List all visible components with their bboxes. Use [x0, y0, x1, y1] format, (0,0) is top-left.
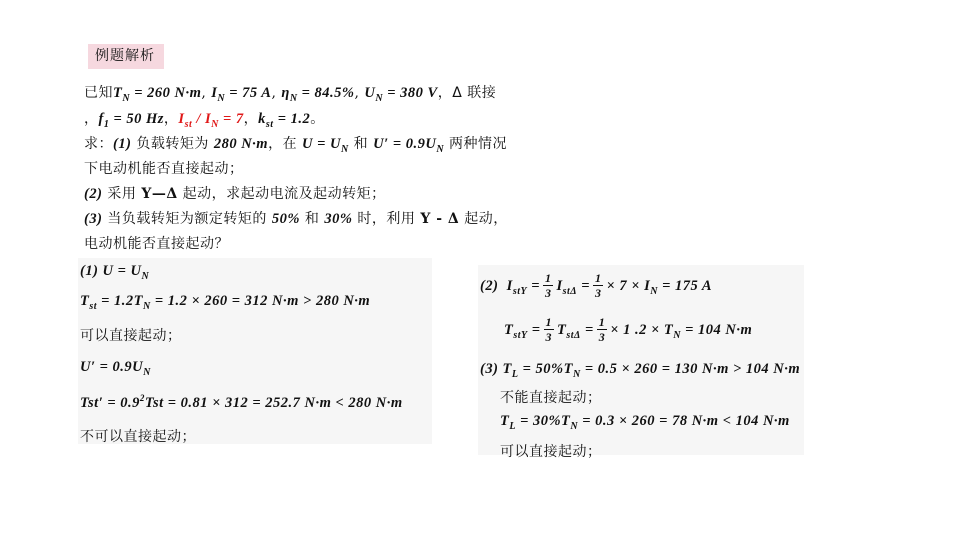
problem-line-3: 求：(1) 负载转矩为 280 N·m，在 $U = U_N$ 和 $U' = 0.9U_N$ 两种情况: [84, 136, 507, 155]
eq-tl-30: $T_L = 30\%T_N = 0.3 \times 260 = 78$ N·m < 104 N·m: [500, 413, 790, 432]
problem-line-4: 下电动机能否直接起动；: [84, 161, 244, 177]
conclusion-can-start: 可以直接起动；: [80, 328, 182, 344]
problem-line-6: (3) 当负载转矩为额定转矩的 50% 和 30% 时，利用 Y - Δ 起动，: [84, 211, 508, 227]
conclusion-cannot-start: 不可以直接起动；: [80, 429, 196, 445]
eq-isty: (2) $I_{stY}$ = $\frac{1}{3}$ $I_{st\Delta}$ = $\frac{1}{3}$ × $7 \times I_N = 175$ A: [480, 271, 713, 300]
solution-part23-panel: [478, 265, 804, 460]
problem-line-2: ，$f_1 = 50$ Hz，$I_{st} / I_N = 7$，$k_{st} = 1.2$。: [84, 111, 325, 130]
conclusion-part3-cannot: 不能直接起动；: [500, 390, 602, 406]
problem-line-7: 电动机能否直接起动？: [84, 236, 229, 252]
problem-line-1: 已知$T_N = 260$ N·m, $I_N = 75$ A, $\eta_N = 84.5\%$, $U_N = 380$ V，Δ 联接: [84, 85, 497, 104]
eq-tsty: $T_{stY}$ = $\frac{1}{3}$ $T_{st\Delta}$ = $\frac{1}{3}$ × 1 $.2 \times T_N = 104$ N·m: [504, 315, 753, 344]
eq-tst-prime: $Tst' = 0.9^2Tst = 0.81 \times 312 = 252.7$ N·m < 280 N·m: [80, 393, 403, 411]
eq-u-un: (1) $U = U_N$: [80, 263, 150, 282]
problem-line-5: (2) 采用 Y—Δ 起动，求起动电流及起动转矩；: [84, 186, 386, 202]
eq-u-prime: $U' = 0.9U_N$: [80, 359, 151, 378]
conclusion-part3-can: 可以直接起动；: [500, 444, 602, 460]
eq-tl-50: (3) $T_L = 50\%T_N = 0.5 \times 260 = 130$ N·m > 104 N·m: [480, 361, 801, 380]
eq-tst: $T_{st} = 1.2T_N = 1.2 \times 260 = 312$ N·m > 280 N·m: [80, 293, 371, 312]
solution-part1-panel: [78, 258, 432, 444]
section-tag: 例题解析: [88, 44, 164, 69]
